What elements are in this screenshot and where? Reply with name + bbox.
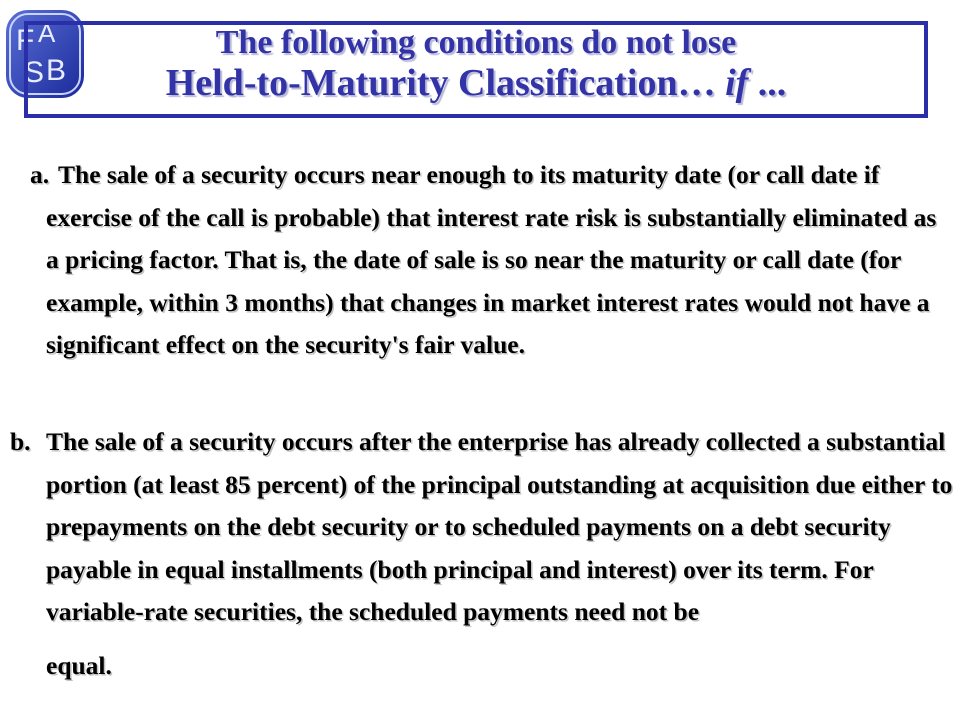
title-line-2-end: ...: [748, 62, 787, 104]
list-item-a-text: [30, 154, 950, 367]
title-line-2-italic: if: [725, 62, 749, 104]
logo-letter-b: B: [46, 54, 67, 87]
list-item-a-body: The sale of a security occurs near enough to its maturity date (or call date if exercise of the call is probable) that interest rate risk is substantially eliminated as a pricing factor. That is, the date of sale is so near the maturity or call date (for example, within 3 months) that changes in market interest rates would not have a significant effect on the security's fair value.: [46, 160, 937, 359]
title-line-1: The following conditions do not lose: [215, 24, 737, 61]
title-line-2: [24, 62, 928, 104]
list-item-b: [10, 421, 955, 687]
list-item-b-letter: b.: [10, 427, 31, 456]
list-item-b-text: [10, 421, 955, 687]
list-item-b-last-line: equal.: [46, 650, 112, 680]
logo-letter-a: A: [38, 18, 56, 48]
logo-letter-s: S: [24, 56, 45, 89]
title-line-2-main: Held-to-Maturity Classification…: [165, 62, 726, 104]
list-item-b-body: The sale of a security occurs after the enterprise has already collected a substantial portion (at least 85 percent) of the principal outstanding at acquisition due either to prepayments on the debt security or to scheduled payments on a debt security payable in equal installments (both principal and interest) over its term. For variable-rate securities, the scheduled payments need not be: [46, 427, 953, 626]
list-item-a-letter: a.: [30, 160, 50, 189]
list-item-a: [30, 154, 950, 367]
slide-title: [24, 24, 928, 104]
logo-letter-f: F: [16, 24, 35, 57]
